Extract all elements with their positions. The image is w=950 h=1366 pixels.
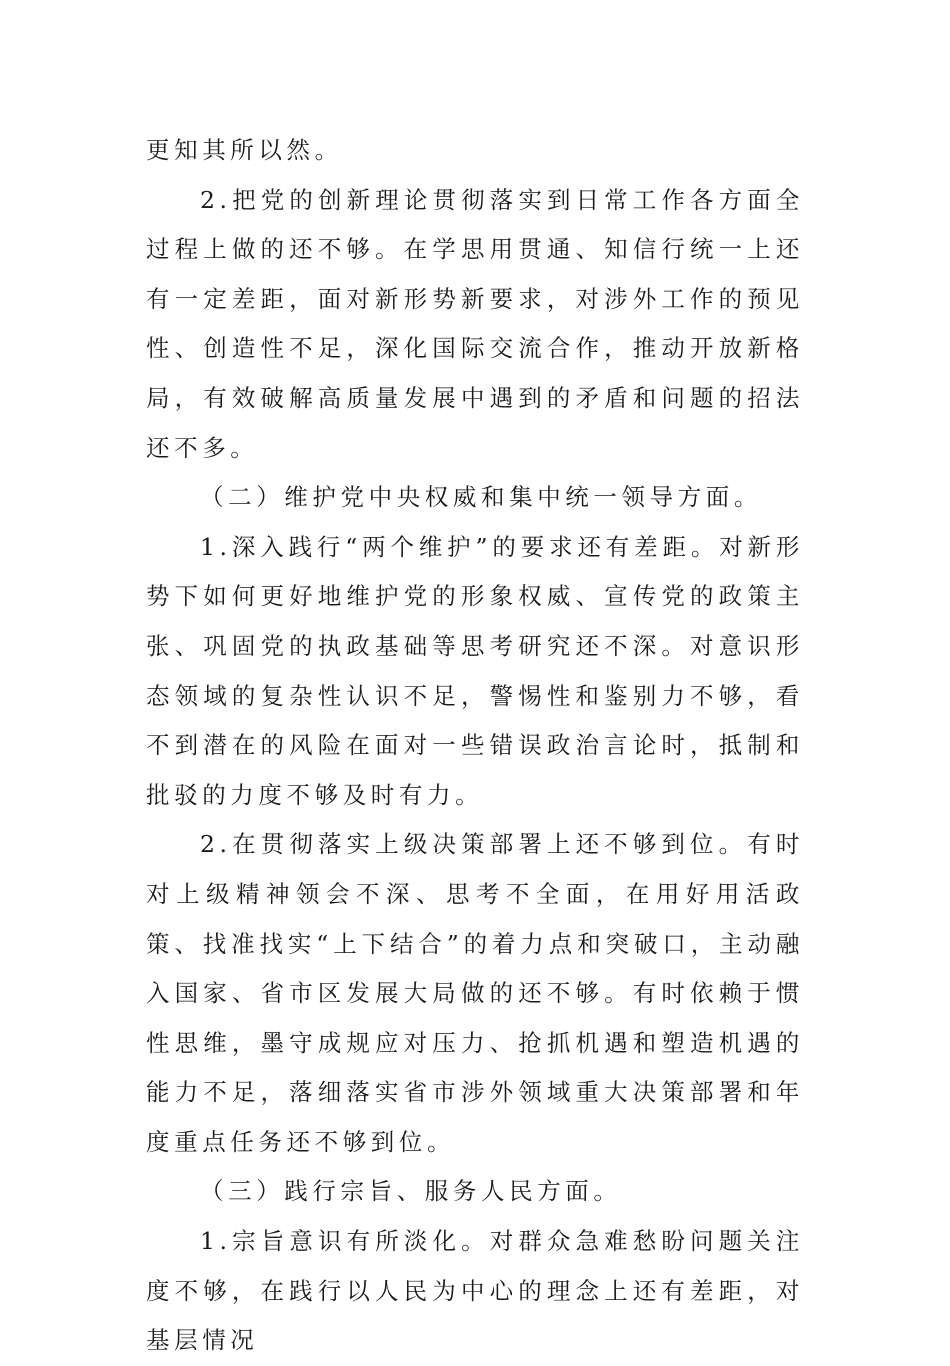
document-body [146, 126, 804, 1366]
section-heading-2: （二）维护党中央权威和集中统一领导方面。 [200, 483, 762, 512]
paragraph-item-2-2: 2.在贯彻落实上级决策部署上还不够到位。有时对上级精神领会不深、思考不全面，在用好用活政策、找准找实“上下结合”的着力点和突破口，主动融入国家、省市区发展大局做的还不够。有时依赖于惯性思维，墨守成规应对压力、抢抓机遇和塑造机遇的能力不足，落细落实省市涉外领域重大决策部署和年度重点任务还不够到位。 [146, 830, 804, 1156]
paragraph-item-3-1: 1.宗旨意识有所淡化。对群众急难愁盼问题关注度不够，在践行以人民为中心的理念上还有差距，对基层情况 [146, 1227, 804, 1355]
paragraph-continuation: 更知其所以然。 [146, 136, 343, 164]
section-heading-3: （三）践行宗旨、服务人民方面。 [200, 1177, 622, 1206]
paragraph-item-2-1: 1.深入践行“两个维护”的要求还有差距。对新形势下如何更好地维护党的形象权威、宣传党的政策主张、巩固党的执政基础等思考研究还不深。对意识形态领域的复杂性认识不足，警惕性和鉴别力不够，看不到潜在的风险在面对一些错误政治言论时，抵制和批驳的力度不够及时有力。 [146, 532, 804, 809]
paragraph-item-1-2: 2.把党的创新理论贯彻落实到日常工作各方面全过程上做的还不够。在学思用贯通、知信行统一上还有一定差距，面对新形势新要求，对涉外工作的预见性、创造性不足，深化国际交流合作，推动开放新格局，有效破解高质量发展中遇到的矛盾和问题的招法还不多。 [146, 185, 804, 462]
